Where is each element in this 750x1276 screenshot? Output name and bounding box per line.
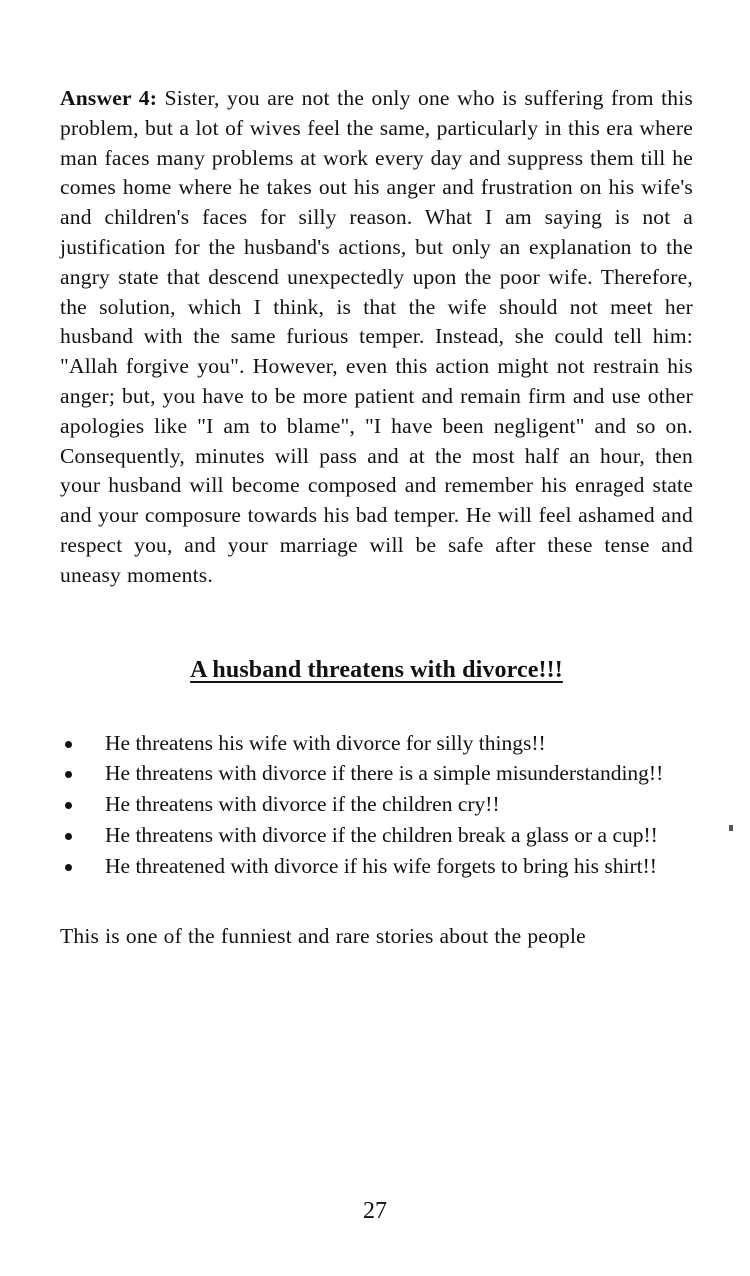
section-heading-container xyxy=(60,655,693,685)
answer-paragraph xyxy=(60,84,693,591)
bullet-dot-icon xyxy=(65,864,72,871)
bullet-dot-icon xyxy=(65,771,72,778)
answer-label: Answer 4: xyxy=(60,86,158,110)
bullet-dot-icon xyxy=(65,741,72,748)
list-item xyxy=(60,759,693,789)
bullet-dot-icon xyxy=(65,802,72,809)
bullet-dot-icon xyxy=(65,833,72,840)
list-item-text: He threatens with divorce if the children break a glass or a cup!! xyxy=(105,822,658,847)
answer-body-text: Sister, you are not the only one who is suffering from this problem, but a lot of wives feel the same, particularly in this era where man faces many problems at work every day and suppress them till he comes home where he takes out his anger and frustration on his wife's and children's faces for silly reason. What I am saying is not a justification for the husband's actions, but only an explanation to the angry state that descend unexpectedly upon the poor wife. Therefore, the solution, which I think, is that the wife should not meet her husband with the same furious temper. Instead, she could tell him: "Allah forgive you". However, even this action might not restrain his anger; but, you have to be more patient and remain firm and use other apologies like "I am to blame", "I have been negligent" and so on. Consequently, minutes will pass and at the most half an hour, then your husband will become composed and remember his enraged state and your composure towards his bad temper. He will feel ashamed and respect you, and your marriage will be safe after these tense and uneasy moments. xyxy=(60,86,693,587)
list-item xyxy=(60,852,693,882)
section-heading: A husband threatens with divorce!!! xyxy=(190,656,563,683)
closing-paragraph: This is one of the funniest and rare stories about the people xyxy=(60,923,586,948)
list-item xyxy=(60,729,693,759)
list-item-text: He threatened with divorce if his wife forgets to bring his shirt!! xyxy=(105,853,657,878)
list-item xyxy=(60,790,693,820)
list-item-text: He threatens with divorce if the children cry!! xyxy=(105,792,500,817)
threat-bullet-list xyxy=(60,729,693,882)
scan-artifact-speck xyxy=(729,825,733,831)
list-item xyxy=(60,821,693,851)
page-number: 27 xyxy=(363,1198,387,1224)
text-column xyxy=(60,84,693,951)
list-item-text: He threatens his wife with divorce for silly things!! xyxy=(105,730,546,755)
list-item-text: He threatens with divorce if there is a simple misunderstanding!! xyxy=(105,761,664,786)
